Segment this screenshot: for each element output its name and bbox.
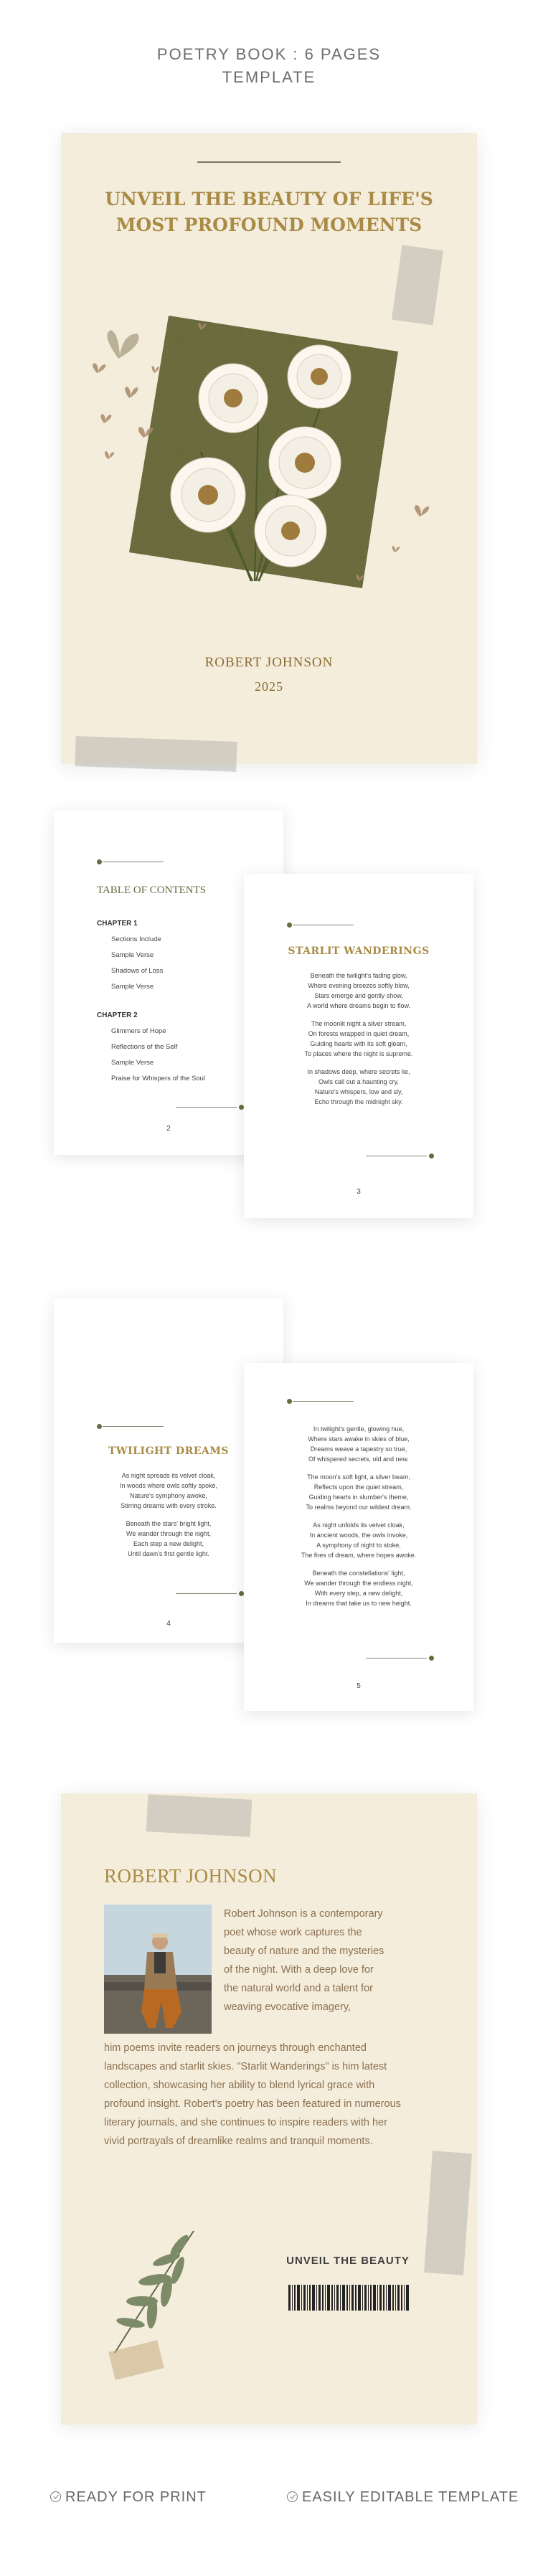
poem-line: Reflects upon the quiet stream, bbox=[313, 1483, 404, 1491]
stanza bbox=[258, 1067, 459, 1107]
poem-line: The fires of dream, where hopes awoke. bbox=[301, 1552, 417, 1559]
poem-line: On forests wrapped in quiet dream, bbox=[308, 1030, 410, 1037]
barcode-icon bbox=[288, 2285, 409, 2311]
poem-line: To realms beyond our wildest dream. bbox=[306, 1504, 412, 1511]
footer-ready-for-print bbox=[50, 2489, 207, 2506]
footer-left-label: READY FOR PRINT bbox=[65, 2489, 207, 2505]
author-photo bbox=[104, 1905, 212, 2034]
cover-year: 2025 bbox=[255, 679, 283, 694]
check-circle-icon bbox=[50, 2491, 61, 2502]
cover-sheet bbox=[61, 133, 477, 764]
stanza bbox=[68, 1471, 269, 1511]
back-book-title: UNVEIL THE BEAUTY bbox=[286, 2255, 410, 2267]
poem-line: With every step, a new delight, bbox=[314, 1590, 403, 1597]
ornament bbox=[176, 1591, 244, 1597]
toc-row-label: Reflections of the Self bbox=[111, 1043, 178, 1051]
toc-row-label: Sample Verse bbox=[111, 951, 154, 959]
check-circle-icon bbox=[287, 2491, 298, 2502]
poem-page-dreams bbox=[244, 1363, 473, 1711]
header-subtitle: TEMPLATE bbox=[222, 68, 316, 86]
poem-line: Beneath the stars' bright light, bbox=[126, 1520, 212, 1527]
cover-author: ROBERT JOHNSON bbox=[204, 655, 334, 670]
poem-line: Nature's symphony awoke, bbox=[130, 1492, 207, 1499]
page-number: 2 bbox=[166, 1125, 171, 1133]
poem-line: We wander through the night, bbox=[126, 1530, 211, 1537]
stanza bbox=[258, 1424, 459, 1464]
toc-row-label: Glimmers of Hope bbox=[111, 1027, 166, 1035]
poem-body bbox=[258, 1424, 459, 1616]
poem-line: As night unfolds its velvet cloak, bbox=[313, 1521, 405, 1529]
poem-line: The moon's soft light, a silver beam, bbox=[307, 1473, 410, 1481]
poem-line: Stirring dreams with every stroke. bbox=[121, 1502, 217, 1509]
poem-line: A symphony of night to stoke, bbox=[316, 1542, 401, 1549]
poem-line: In shadows deep, where secrets lie, bbox=[307, 1068, 410, 1075]
tape-strip bbox=[75, 736, 237, 772]
olive-branch-illustration bbox=[100, 2217, 208, 2360]
author-name: ROBERT JOHNSON bbox=[104, 1865, 278, 1887]
toc-row-label: Sample Verse bbox=[111, 1059, 154, 1067]
toc-chapter-heading: CHAPTER 1 bbox=[97, 920, 138, 928]
stanza bbox=[258, 971, 459, 1011]
author-bio-body: him poems invite readers on journeys through enchanted landscapes and starlit skies. "Starlit Wanderings" is him latest collection, showcasing her ability to blend lyrical grace with profound insight. Robert's poetry has been featured in numerous literary journals, and she continues to inspire readers with her vivid portrayals of dreamlike realms and tranquil moments. bbox=[104, 2042, 401, 2147]
ornament bbox=[176, 1105, 244, 1110]
toc-row-label: Sections Include bbox=[111, 935, 161, 943]
poem-line: In woods where owls softly spoke, bbox=[119, 1482, 218, 1489]
poem-line: Of whispered secrets, old and new. bbox=[308, 1456, 410, 1463]
poem-line: The moonlit night a silver stream, bbox=[311, 1020, 407, 1027]
ornament bbox=[97, 859, 165, 865]
stanza bbox=[258, 1019, 459, 1059]
stanza bbox=[258, 1472, 459, 1512]
poem-line: Where evening breezes softly blow, bbox=[308, 982, 410, 989]
toc-chapter-heading: CHAPTER 2 bbox=[97, 1011, 138, 1019]
poem-line: A world where dreams begin to flow. bbox=[306, 1002, 411, 1009]
poem-line: Nature's whispers, low and sly, bbox=[314, 1088, 403, 1095]
page-number: 4 bbox=[166, 1620, 171, 1628]
stanza bbox=[258, 1568, 459, 1608]
author-sheet bbox=[61, 1793, 477, 2425]
poem-line: As night spreads its velvet cloak, bbox=[121, 1472, 216, 1479]
poem-body bbox=[258, 971, 459, 1115]
toc-row-label: Praise for Whispers of the Soul bbox=[111, 1075, 205, 1082]
header-title: POETRY BOOK : 6 PAGES bbox=[156, 45, 382, 63]
tape-strip bbox=[146, 1794, 253, 1837]
stanza bbox=[258, 1520, 459, 1560]
poem-title: TWILIGHT DREAMS bbox=[108, 1445, 229, 1457]
poem-title: STARLIT WANDERINGS bbox=[288, 945, 430, 957]
toc-row-label: Shadows of Loss bbox=[111, 967, 164, 975]
toc-row-label: Sample Verse bbox=[111, 983, 154, 991]
poem-line: Owls call out a haunting cry, bbox=[318, 1078, 399, 1085]
cover-rule bbox=[197, 161, 341, 163]
ornament bbox=[366, 1153, 434, 1159]
poem-line: Dreams weave a tapestry so true, bbox=[310, 1445, 407, 1453]
poem-line: Stars emerge and gently show, bbox=[314, 992, 403, 999]
ornament bbox=[366, 1656, 434, 1661]
poem-line: Beneath the constellations' light, bbox=[312, 1570, 405, 1577]
poem-line: Echo through the midnight sky. bbox=[314, 1098, 403, 1105]
poem-line: We wander through the endless night, bbox=[304, 1580, 413, 1587]
footer-right-label: EASILY EDITABLE TEMPLATE bbox=[302, 2489, 519, 2505]
cover-illustration bbox=[75, 273, 448, 646]
cover-title: UNVEIL THE BEAUTY OF LIFE'S MOST PROFOUND MOMENTS bbox=[105, 189, 433, 235]
poem-line: In twilight's gentle, glowing hue, bbox=[313, 1425, 405, 1433]
cover-page bbox=[61, 133, 477, 764]
poem-line: Until dawn's first gentle light. bbox=[128, 1550, 209, 1557]
toc-title: TABLE OF CONTENTS bbox=[97, 884, 207, 896]
footer-editable-template bbox=[287, 2489, 519, 2506]
poem-body bbox=[68, 1471, 269, 1567]
poem-line: Guiding hearts with its soft gleam, bbox=[310, 1040, 407, 1047]
poem-line: In dreams that take us to new height. bbox=[306, 1600, 412, 1607]
poem-line: Beneath the twilight's fading glow, bbox=[310, 972, 407, 979]
poem-line: Guiding hearts in slumber's theme, bbox=[308, 1494, 409, 1501]
ornament bbox=[287, 1399, 355, 1405]
poem-line: Where stars awake in skies of blue, bbox=[308, 1435, 410, 1443]
poem-line: To places where the night is supreme. bbox=[304, 1050, 413, 1057]
template-header bbox=[0, 43, 538, 89]
poem-line: Each step a new delight, bbox=[133, 1540, 204, 1547]
stanza bbox=[68, 1519, 269, 1559]
poem-line: In ancient woods, the owls invoke, bbox=[309, 1532, 408, 1539]
ornament bbox=[287, 923, 355, 928]
page-number: 3 bbox=[357, 1188, 361, 1196]
page-number: 5 bbox=[357, 1682, 361, 1690]
author-page bbox=[61, 1793, 477, 2425]
ornament bbox=[97, 1424, 165, 1430]
poem-page-starlit bbox=[244, 874, 473, 1218]
author-bio-intro: Robert Johnson is a contemporary poet whose work captures the beauty of nature and the mysteries of the night. With a deep love for the natural world and a talent for weaving evocative imagery, bbox=[224, 1908, 384, 2013]
